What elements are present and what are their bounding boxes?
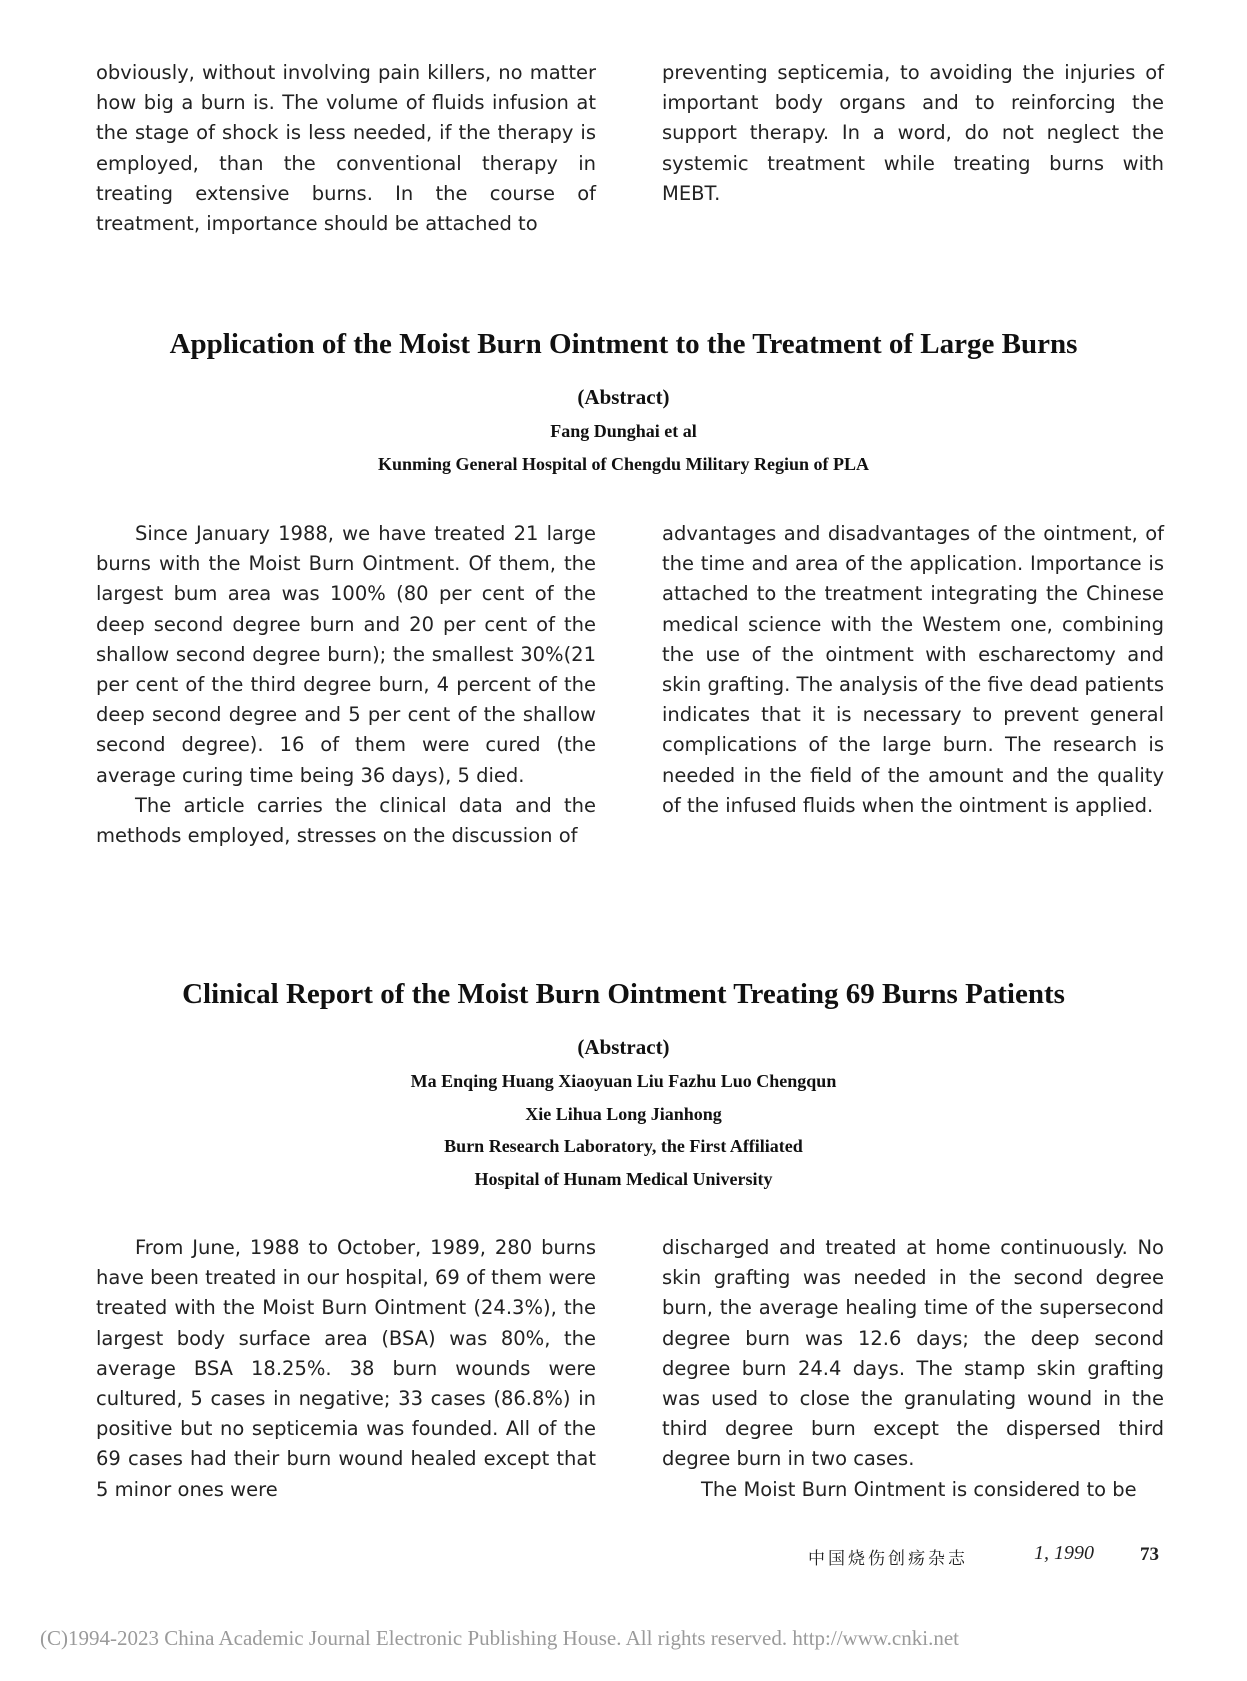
footer-page-number: 73: [1140, 1544, 1159, 1565]
article2-authors-line2: Xie Lihua Long Jianhong: [525, 1104, 722, 1124]
footer-issue-date: 1, 1990: [1034, 1542, 1094, 1564]
article1-affiliation: Kunming General Hospital of Chengdu Military Regiun of PLA: [377, 454, 870, 474]
footer-journal-name: 中国烧伤创疡杂志: [808, 1549, 968, 1569]
article2-affiliation-line2: Hospital of Hunam Medical University: [474, 1169, 773, 1189]
article1-left-paragraph-1: Since January 1988, we have treated 21 large burns with the Moist Burn Ointment. Of them, the largest bum area was 100% (80 per cent of the deep second degree burn and 20 per cent of the shallow second degree burn); the smallest 30%(21 per cent of the third degree burn, 4 percent of the deep second degree and 5 per cent of the shallow second degree). 16 of them were cured (the average curing time being 36 days), 5 died.: [96, 522, 596, 787]
article1-author: Fang Dunghai et al: [550, 421, 697, 441]
top-left-paragraph: obviously, without involving pain killers, no matter how big a burn is. The volume of fluids infusion at the stage of shock is less needed, if the therapy is employed, than the conventional therapy in treating extensive burns. In the course of treatment, importance should be attached to: [96, 61, 596, 236]
article2-right-column: [662, 1233, 1164, 1505]
article1-title: Application of the Moist Burn Ointment to the Treatment of Large Burns: [169, 328, 1078, 360]
top-left-column: [96, 58, 596, 239]
article2-left-paragraph-1: From June, 1988 to October, 1989, 280 burns have been treated in our hospital, 69 of them were treated with the Moist Burn Ointment (24.3%), the largest body surface area (BSA) was 80%, the average BSA 18.25%. 38 burn wounds were cultured, 5 cases in negative; 33 cases (86.8%) in positive but no septicemia was founded. All of the 69 cases had their burn wound healed except that 5 minor ones were: [96, 1236, 596, 1501]
article1-right-column: [662, 519, 1164, 821]
article1-right-paragraph-1: advantages and disadvantages of the ointment, of the time and area of the application. Importance is attached to the treatment integrating the Chinese medical science with the Westem one, combining the use of the ointment with escharectomy and skin grafting. The analysis of the five dead patients indicates that it is necessary to prevent general complications of the large burn. The research is needed in the field of the amount and the quality of the infused fluids when the ointment is applied.: [662, 522, 1164, 817]
article2-right-paragraph-2: The Moist Burn Ointment is considered to be: [701, 1477, 1137, 1501]
article1-left-paragraph-2: The article carries the clinical data and the methods employed, stresses on the discussion of: [96, 793, 596, 848]
article2-authors-line1: Ma Enqing Huang Xiaoyuan Liu Fazhu Luo Chengqun: [410, 1071, 837, 1091]
article1-left-column: [96, 519, 596, 851]
article2-left-column: [96, 1233, 596, 1505]
top-right-column: [662, 58, 1164, 209]
article2-right-paragraph-1: discharged and treated at home continuously. No skin grafting was needed in the second degree burn, the average healing time of the supersecond degree burn was 12.6 days; the deep second degree burn 24.4 days. The stamp skin grafting was used to close the granulating wound in the third degree burn except the dispersed third degree burn in two cases.: [662, 1236, 1164, 1471]
copyright-notice: (C)1994-2023 China Academic Journal Electronic Publishing House. All rights reserved. http://www.cnki.net: [40, 1626, 959, 1650]
article2-title: Clinical Report of the Moist Burn Ointment Treating 69 Burns Patients: [182, 978, 1065, 1010]
article2-subtitle: (Abstract): [577, 1035, 670, 1059]
article1-subtitle: (Abstract): [577, 385, 670, 409]
article2-affiliation-line1: Burn Research Laboratory, the First Affiliated: [444, 1136, 803, 1156]
top-right-paragraph: preventing septicemia, to avoiding the injuries of important body organs and to reinforcing the support therapy. In a word, do not neglect the systemic treatment while treating burns with MEBT.: [662, 61, 1164, 205]
